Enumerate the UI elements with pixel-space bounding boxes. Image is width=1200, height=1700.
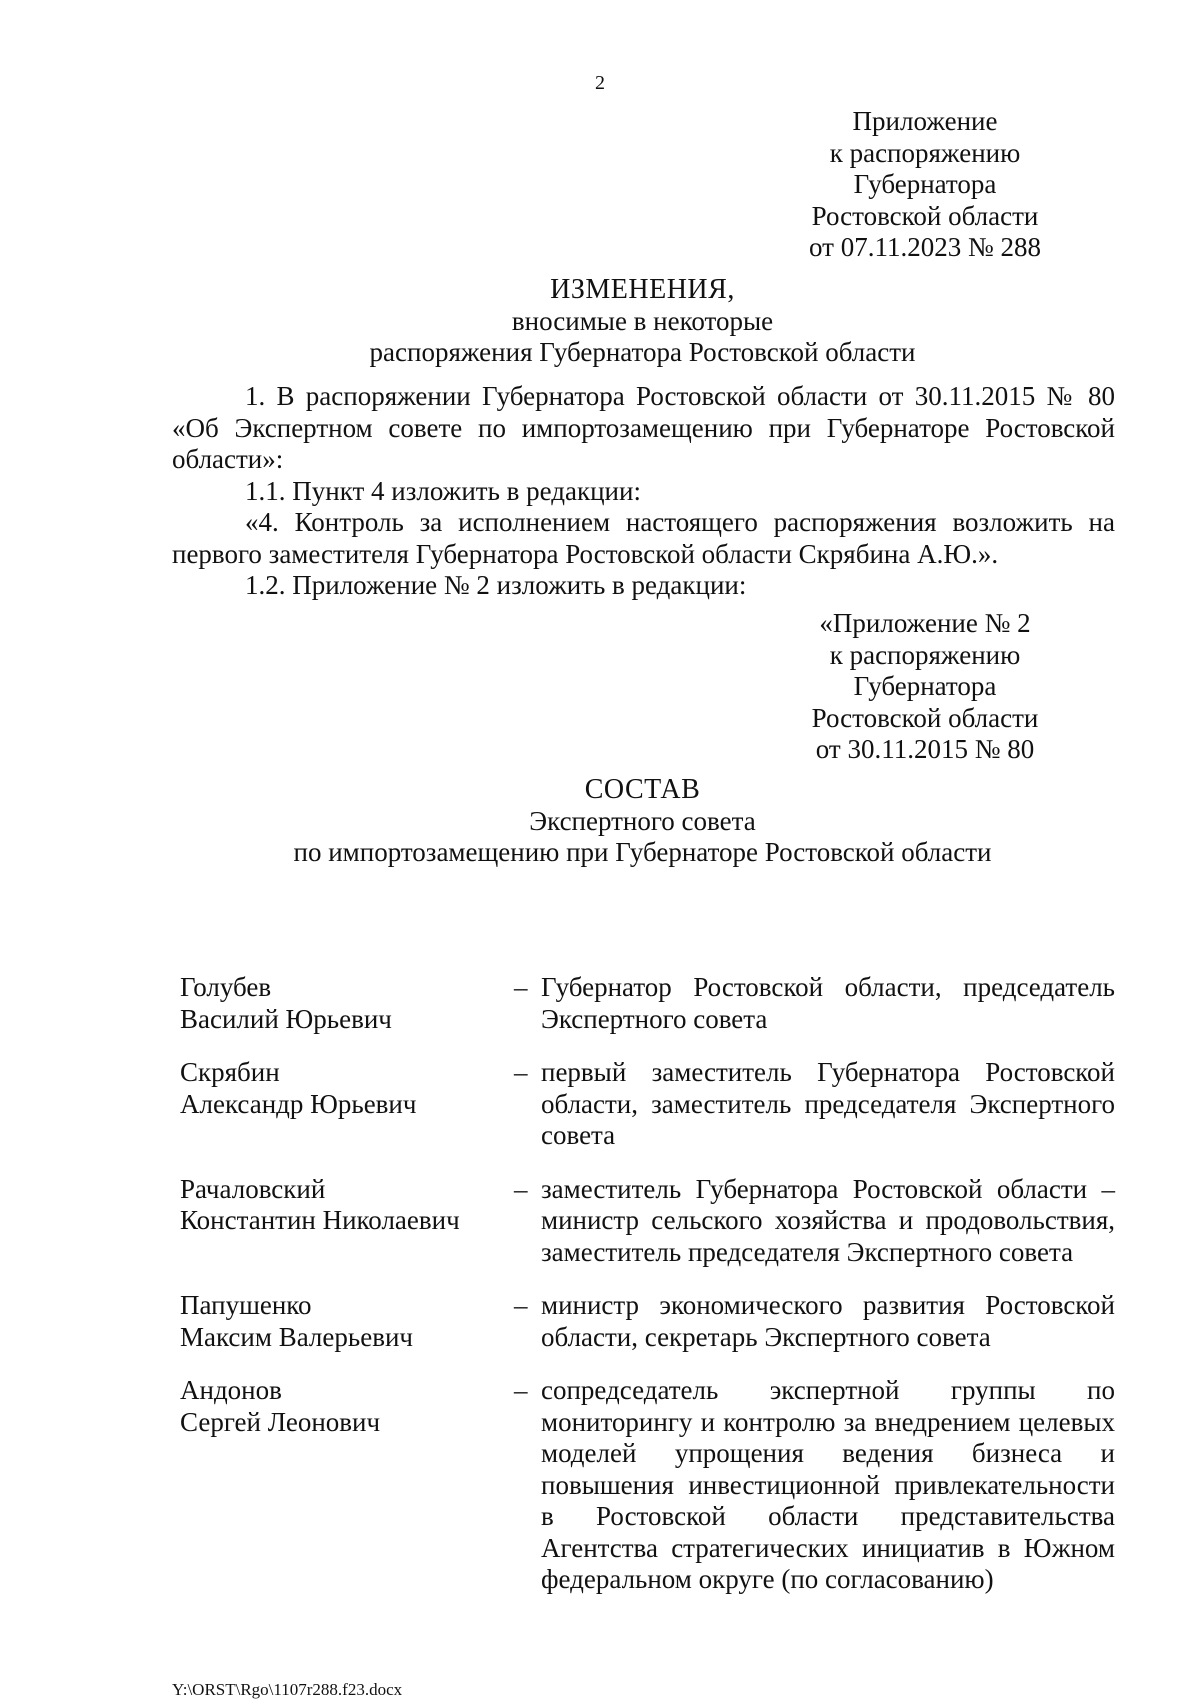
- changes-title: [170, 274, 1115, 369]
- member-given-name: Максим Валерьевич: [180, 1321, 413, 1352]
- appendix2-line: Ростовской области: [811, 702, 1039, 733]
- member-name: [180, 1057, 514, 1152]
- member-name: [180, 1375, 514, 1596]
- composition-subtitle: Экспертного совета: [529, 805, 756, 836]
- file-path-footer: Y:\ORST\Rgo\1107r288.f23.docx: [172, 1680, 403, 1699]
- member-name: [180, 972, 514, 1035]
- member-surname: Рачаловский: [180, 1173, 326, 1204]
- member-role: первый заместитель Губернатора Ростовской области, заместитель председателя Экспертного совета: [541, 1057, 1115, 1150]
- member-given-name: Сергей Леонович: [180, 1406, 381, 1437]
- page-number: 2: [595, 72, 605, 94]
- appendix-line: Губернатора: [853, 169, 997, 199]
- member-surname: Голубев: [180, 972, 272, 1002]
- changes-body: [172, 381, 1115, 602]
- member-row: [180, 1375, 1115, 1596]
- appendix-line: к распоряжению: [829, 137, 1021, 168]
- changes-heading: ИЗМЕНЕНИЯ,: [550, 274, 735, 305]
- changes-subtitle: распоряжения Губернатора Ростовской области: [369, 337, 916, 367]
- member-name: [180, 1290, 514, 1353]
- composition-subtitle: по импортозамещению при Губернаторе Ростовской области: [293, 837, 992, 867]
- paragraph-quote-4: «4. Контроль за исполнением настоящего распоряжения возложить на первого заместителя Губернатора Ростовской области Скрябина А.Ю.».: [172, 507, 1115, 569]
- member-given-name: Василий Юрьевич: [180, 1003, 392, 1034]
- member-row: [180, 1174, 1115, 1269]
- appendix2-header: [790, 608, 1060, 766]
- member-role: министр экономического развития Ростовской области, секретарь Экспертного совета: [541, 1290, 1115, 1352]
- paragraph-1: 1. В распоряжении Губернатора Ростовской области от 30.11.2015 № 80 «Об Экспертном совете по импортозамещению при Губернаторе Ростовской области»:: [172, 381, 1115, 474]
- member-row: [180, 1057, 1115, 1152]
- appendix-line: Ростовской области: [811, 200, 1039, 231]
- member-dash: –: [514, 1375, 528, 1405]
- member-role: заместитель Губернатора Ростовской области – министр сельского хозяйства и продовольствия, заместитель председателя Экспертного совета: [541, 1173, 1115, 1267]
- member-given-name: Константин Николаевич: [180, 1205, 460, 1235]
- member-surname: Андонов: [180, 1375, 282, 1405]
- members-list: [180, 972, 1115, 1618]
- composition-heading: СОСТАВ: [584, 774, 701, 805]
- appendix2-line: к распоряжению: [829, 639, 1021, 670]
- appendix-line: от 07.11.2023 № 288: [809, 232, 1041, 262]
- member-dash: –: [514, 1173, 528, 1204]
- paragraph-1-2: 1.2. Приложение № 2 изложить в редакции:: [245, 570, 747, 600]
- member-given-name: Александр Юрьевич: [180, 1088, 417, 1119]
- appendix2-line: от 30.11.2015 № 80: [815, 734, 1035, 764]
- member-surname: Папушенко: [180, 1290, 312, 1320]
- changes-subtitle: вносимые в некоторые: [511, 305, 774, 336]
- member-surname: Скрябин: [180, 1057, 280, 1087]
- member-role: Губернатор Ростовской области, председатель Экспертного совета: [541, 972, 1115, 1034]
- member-dash: –: [514, 1290, 528, 1320]
- appendix-line: Приложение: [852, 106, 998, 136]
- member-row: [180, 972, 1115, 1035]
- member-name: [180, 1174, 514, 1269]
- paragraph-1-1: 1.1. Пункт 4 изложить в редакции:: [245, 475, 641, 506]
- appendix2-line: Губернатора: [853, 671, 997, 701]
- member-dash: –: [514, 1057, 528, 1087]
- composition-title: [170, 774, 1115, 869]
- appendix-header: [790, 106, 1060, 264]
- appendix2-line: «Приложение № 2: [819, 608, 1031, 638]
- member-role: сопредседатель экспертной группы по мониторингу и контролю за внедрением целевых моделей упрощения ведения бизнеса и повышения инвестиционной привлекательности в Ростовской области представительства Агентства стратегических инициатив в Южном федеральном округе (по согласованию): [541, 1375, 1115, 1594]
- member-row: [180, 1290, 1115, 1353]
- member-dash: –: [514, 972, 528, 1002]
